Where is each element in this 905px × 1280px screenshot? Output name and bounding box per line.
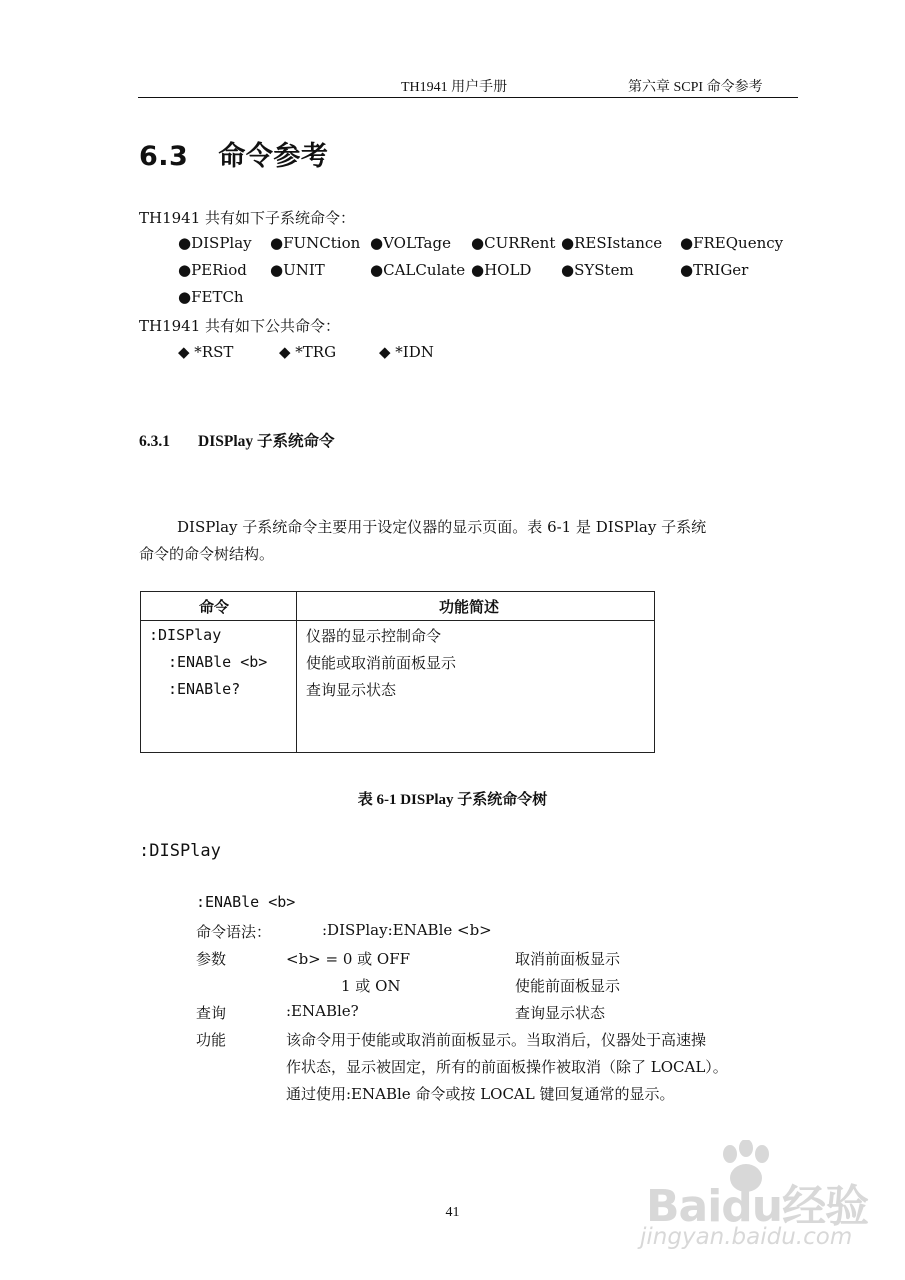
- table-header-command: 命令: [199, 598, 230, 616]
- table-cell-description: 查询显示状态: [306, 681, 397, 699]
- function-label: 功能: [196, 1031, 227, 1049]
- subsection-title: DISPlay 子系统命令: [198, 433, 335, 450]
- common-command-item: ◆ *TRG: [279, 343, 337, 361]
- paragraph-line: DISPlay 子系统命令主要用于设定仪器的显示页面。表 6-1 是 DISPlay 子系统: [177, 518, 707, 536]
- query-description: 查询显示状态: [515, 1004, 606, 1022]
- common-commands-intro: TH1941 共有如下公共命令：: [139, 317, 341, 335]
- param-value: <b> = 0 或 OFF: [286, 950, 411, 968]
- table-caption: 表 6-1 DISPlay 子系统命令树: [357, 792, 548, 808]
- table-cell-command: :ENABle?: [168, 680, 241, 698]
- watermark-url: jingyan.baidu.com: [640, 1224, 853, 1250]
- section-title: 命令参考: [218, 141, 329, 172]
- table-cell-description: 使能或取消前面板显示: [306, 654, 457, 672]
- param-description: 取消前面板显示: [515, 950, 621, 968]
- param-label: 参数: [196, 950, 227, 968]
- syntax-label: 命令语法：: [196, 923, 272, 941]
- paragraph-line: 命令的命令树结构。: [139, 545, 275, 563]
- command-tree-table: [140, 591, 655, 753]
- section-heading: [139, 134, 328, 173]
- query-label: 查询: [196, 1004, 227, 1022]
- function-description-line: 作状态，显示被固定，所有的前面板操作被取消（除了 LOCAL）。: [286, 1058, 728, 1076]
- subsystem-item: ●UNIT: [270, 261, 325, 279]
- section-number: 6.3: [139, 141, 189, 172]
- query-value: :ENABle?: [286, 1002, 359, 1020]
- table-column-divider: [296, 592, 297, 752]
- subsystem-item: ●RESIstance: [561, 234, 663, 252]
- subsection-number: 6.3.1: [139, 433, 170, 450]
- subsystem-item: ●PERiod: [178, 261, 247, 279]
- subsystem-item: ●FREQuency: [680, 234, 784, 252]
- watermark-brand: Baidu经验: [646, 1181, 869, 1232]
- subsystem-item: ●SYStem: [561, 261, 634, 279]
- subsystem-item: ●FUNCtion: [270, 234, 361, 252]
- baidu-watermark: [640, 1140, 880, 1260]
- command-title: :DISPlay: [139, 841, 221, 861]
- table-cell-command: :ENABle <b>: [168, 653, 268, 671]
- common-command-item: ◆ *RST: [178, 343, 234, 361]
- subsystem-item: ●VOLTage: [370, 234, 451, 252]
- common-command-item: ◆ *IDN: [379, 343, 434, 361]
- subsection-heading: [139, 429, 335, 451]
- subsystem-item: ●CALCulate: [370, 261, 466, 279]
- syntax-value: :DISPlay:ENABle <b>: [322, 921, 492, 939]
- subsystem-item: ●TRIGer: [680, 261, 749, 279]
- function-description-line: 该命令用于使能或取消前面板显示。当取消后，仪器处于高速操: [286, 1031, 707, 1049]
- header-manual-title: TH1941 用户手册: [401, 80, 508, 95]
- table-header-divider: [141, 620, 654, 621]
- page-number: 41: [445, 1205, 460, 1220]
- subsystems-intro: TH1941 共有如下子系统命令：: [139, 209, 356, 227]
- header-rule: [138, 97, 798, 98]
- function-description-line: 通过使用:ENABle 命令或按 LOCAL 键回复通常的显示。: [286, 1085, 675, 1103]
- subsystem-item: ●CURRent: [471, 234, 556, 252]
- command-name: :ENABle <b>: [196, 893, 296, 911]
- subsystem-item: ●FETCh: [178, 288, 244, 306]
- subsystem-item: ●DISPlay: [178, 234, 252, 252]
- param-description: 使能前面板显示: [515, 977, 621, 995]
- param-value: 1 或 ON: [341, 977, 401, 995]
- table-cell-command: :DISPlay: [149, 626, 222, 644]
- subsystem-item: ●HOLD: [471, 261, 532, 279]
- table-header-description: 功能简述: [439, 598, 500, 616]
- table-cell-description: 仪器的显示控制命令: [306, 627, 442, 645]
- header-chapter-title: 第六章 SCPI 命令参考: [628, 80, 763, 95]
